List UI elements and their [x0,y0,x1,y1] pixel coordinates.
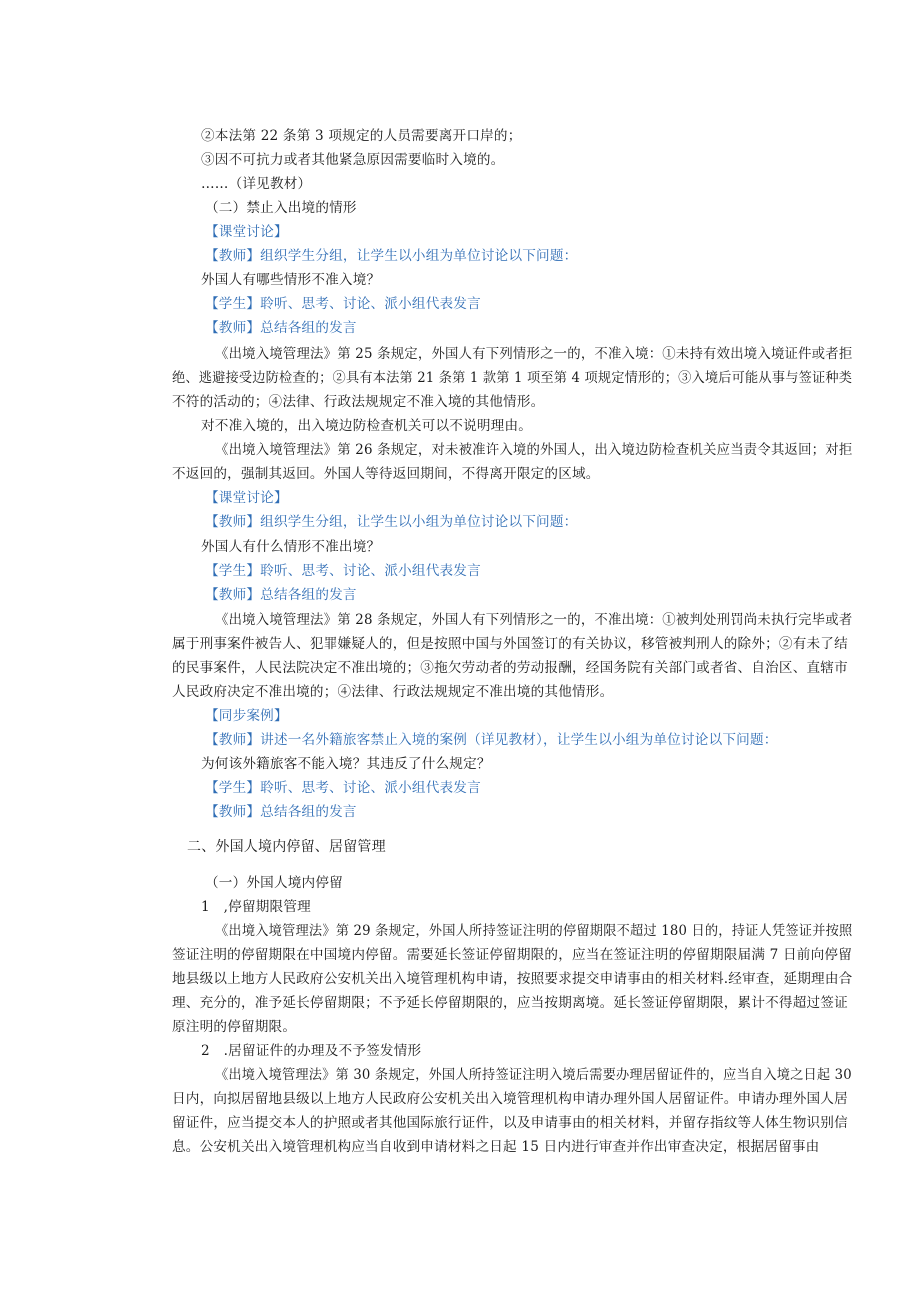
item-heading: 2 .居留证件的办理及不予签发情形 [201,1043,422,1059]
text-line: 《出境入境管理法》第 25 条规定，外国人有下列情形之一的，不准入境：①未持有效出境入境证件或者拒 [215,346,853,362]
text-line: 不符的活动的；④法律、行政法规规定不准入境的其他情形。 [172,394,545,410]
text-line: ……（详见教材） [201,176,312,192]
text-line: 《出境入境管理法》第 30 条规定，外国人所持签证注明入境后需要办理居留证件的，应当自入境之日起 30 [215,1067,852,1083]
student-activity: 【学生】聆听、思考、讨论、派小组代表发言 [205,563,481,579]
text-line: 日内，向拟居留地县级以上地方人民政府公安机关出入境管理机构申请办理外国人居留证件。申请办理外国人居 [172,1091,848,1107]
teacher-activity: 【教师】讲述一名外籍旅客禁止入境的案例（详见教材），让学生以小组为单位讨论以下问题： [205,732,778,748]
text-line: 《出境入境管理法》第 28 条规定，外国人有下列情形之一的，不准出境：①被判处刑罚尚未执行完毕或者 [215,612,853,628]
text-line: 的民事案件，人民法院决定不准出境的；③拖欠劳动者的劳动报酬，经国务院有关部门或者省、自治区、直辖市 [172,660,848,676]
text-line: 息。公安机关出入境管理机构应当自收到申请材料之日起 15 日内进行审查并作出审查决定，根据居留事由 [172,1139,820,1155]
text-line: 不返回的，强制其返回。外国人等待返回期间，不得离开限定的区域。 [172,466,600,482]
class-discussion-tag: 【课堂讨论】 [205,224,288,240]
class-discussion-tag: 【课堂讨论】 [205,490,288,506]
text-line: 地县级以上地方人民政府公安机关出入境管理机构申请，按照要求提交申请事由的相关材料.经审查，延期理由合 [172,971,853,987]
section-heading: 二、外国人境内停留、居留管理 [187,839,386,855]
text-line: 理、充分的，准予延长停留期限；不予延长停留期限的，应当按期离境。延长签证停留期限，累计不得超过签证 [172,995,848,1011]
text-line: 《出境入境管理法》第 29 条规定，外国人所持签证注明的停留期限不超过 180 日的，持证人凭签证并按照 [215,923,853,939]
text-line: ③因不可抗力或者其他紧急原因需要临时入境的。 [201,152,505,168]
subsection-heading: （一）外国人境内停留 [205,875,343,891]
teacher-activity: 【教师】组织学生分组，让学生以小组为单位讨论以下问题： [205,248,578,264]
discussion-question: 外国人有什么情形不准出境？ [201,539,381,555]
text-line: 属于刑事案件被告人、犯罪嫌疑人的，但是按照中国与外国签订的有关协议，移管被判刑人的除外；②有未了结 [172,636,848,652]
text-line: 绝、逃避接受边防检查的；②具有本法第 21 条第 1 款第 1 项至第 4 项规定情形的；③入境后可能从事与签证种类 [172,370,853,386]
teacher-summary: 【教师】总结各组的发言 [205,587,357,603]
item-heading: 1 ,停留期限管理 [201,899,311,915]
sync-case-tag: 【同步案例】 [205,708,288,724]
subsection-heading: （二）禁止入出境的情形 [205,200,357,216]
teacher-summary: 【教师】总结各组的发言 [205,804,357,820]
text-line: 原注明的停留期限。 [172,1019,297,1035]
student-activity: 【学生】聆听、思考、讨论、派小组代表发言 [205,780,481,796]
text-line: ②本法第 22 条第 3 项规定的人员需要离开口岸的； [201,128,522,144]
text-line: 留证件，应当提交本人的护照或者其他国际旅行证件，以及申请事由的相关材料，并留存指纹等人体生物识别信 [172,1115,848,1131]
discussion-question: 为何该外籍旅客不能入境？其违反了什么规定？ [201,756,491,772]
student-activity: 【学生】聆听、思考、讨论、派小组代表发言 [205,296,481,312]
discussion-question: 外国人有哪些情形不准入境？ [201,272,381,288]
teacher-summary: 【教师】总结各组的发言 [205,320,357,336]
text-line: 《出境入境管理法》第 26 条规定，对未被准许入境的外国人，出入境边防检查机关应当责令其返回；对拒 [215,442,853,458]
text-line: 签证注明的停留期限在中国境内停留。需要延长签证停留期限的，应当在签证注明的停留期限届满 7 日前向停留 [172,947,852,963]
text-line: 对不准入境的，出入境边防检查机关可以不说明理由。 [201,418,533,434]
text-line: 人民政府决定不准出境的；④法律、行政法规规定不准出境的其他情形。 [172,684,614,700]
teacher-activity: 【教师】组织学生分组，让学生以小组为单位讨论以下问题： [205,514,578,530]
